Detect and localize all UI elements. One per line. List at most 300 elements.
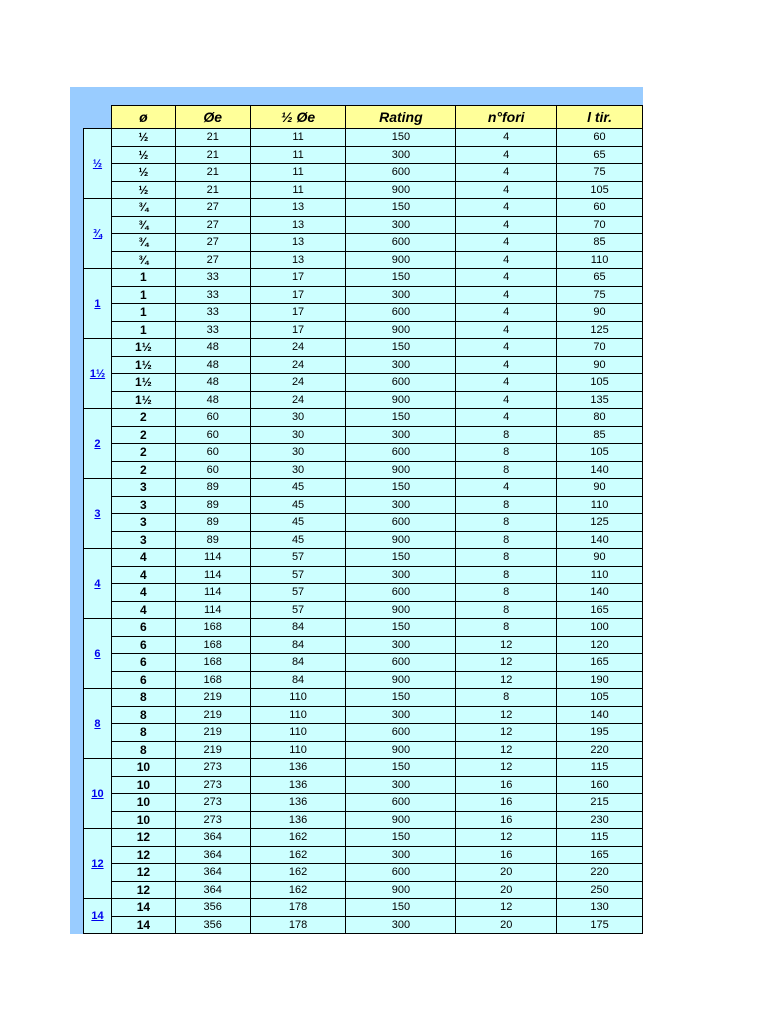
holes-cell: 8: [456, 601, 557, 619]
table-row: [84, 811, 643, 829]
table-row: [84, 321, 643, 339]
table-row: [84, 899, 643, 917]
outer-diameter-cell: 364: [175, 881, 250, 899]
holes-cell: 12: [456, 654, 557, 672]
rating-cell: 150: [346, 199, 456, 217]
length-cell: 125: [557, 321, 643, 339]
rating-cell: 150: [346, 479, 456, 497]
size-cell: 14: [111, 899, 175, 917]
table-row: [84, 566, 643, 584]
holes-cell: 16: [456, 811, 557, 829]
holes-cell: 4: [456, 146, 557, 164]
length-cell: 110: [557, 251, 643, 269]
half-diameter-cell: 136: [250, 759, 346, 777]
holes-cell: 12: [456, 759, 557, 777]
length-cell: 190: [557, 671, 643, 689]
size-cell: 10: [111, 776, 175, 794]
half-diameter-cell: 162: [250, 864, 346, 882]
outer-diameter-cell: 168: [175, 636, 250, 654]
table-row: [84, 286, 643, 304]
outer-diameter-cell: 364: [175, 829, 250, 847]
length-cell: 140: [557, 461, 643, 479]
size-cell: 10: [111, 794, 175, 812]
size-group-link[interactable]: 4: [84, 549, 112, 619]
table-row: [84, 881, 643, 899]
header-cell: Øe: [175, 106, 250, 129]
rating-cell: 300: [346, 846, 456, 864]
table-row: [84, 549, 643, 567]
outer-diameter-cell: 60: [175, 426, 250, 444]
half-diameter-cell: 45: [250, 479, 346, 497]
rating-cell: 300: [346, 776, 456, 794]
table-row: [84, 461, 643, 479]
table-row: [84, 444, 643, 462]
size-cell: 1½: [111, 339, 175, 357]
holes-cell: 4: [456, 304, 557, 322]
half-diameter-cell: 30: [250, 426, 346, 444]
outer-diameter-cell: 114: [175, 566, 250, 584]
outer-diameter-cell: 219: [175, 741, 250, 759]
size-cell: 1: [111, 269, 175, 287]
length-cell: 75: [557, 164, 643, 182]
rating-cell: 300: [346, 916, 456, 934]
rating-cell: 600: [346, 444, 456, 462]
table-row: [84, 829, 643, 847]
length-cell: 90: [557, 549, 643, 567]
size-cell: 4: [111, 566, 175, 584]
rating-cell: 150: [346, 899, 456, 917]
table-row: [84, 916, 643, 934]
half-diameter-cell: 162: [250, 829, 346, 847]
size-group-link[interactable]: ¾: [84, 199, 112, 269]
table-row: [84, 531, 643, 549]
length-cell: 165: [557, 601, 643, 619]
half-diameter-cell: 24: [250, 339, 346, 357]
size-cell: 1½: [111, 356, 175, 374]
holes-cell: 4: [456, 251, 557, 269]
half-diameter-cell: 13: [250, 234, 346, 252]
rating-cell: 600: [346, 234, 456, 252]
outer-diameter-cell: 33: [175, 269, 250, 287]
size-group-link[interactable]: 2: [84, 409, 112, 479]
spreadsheet-area: [70, 87, 643, 934]
size-cell: ½: [111, 146, 175, 164]
length-cell: 230: [557, 811, 643, 829]
rating-cell: 150: [346, 759, 456, 777]
holes-cell: 12: [456, 899, 557, 917]
holes-cell: 8: [456, 619, 557, 637]
holes-cell: 8: [456, 531, 557, 549]
length-cell: 90: [557, 304, 643, 322]
size-group-link[interactable]: 3: [84, 479, 112, 549]
rating-cell: 600: [346, 794, 456, 812]
outer-diameter-cell: 48: [175, 339, 250, 357]
size-cell: 3: [111, 514, 175, 532]
rating-cell: 150: [346, 339, 456, 357]
holes-cell: 20: [456, 916, 557, 934]
outer-diameter-cell: 114: [175, 549, 250, 567]
length-cell: 195: [557, 724, 643, 742]
outer-diameter-cell: 219: [175, 689, 250, 707]
holes-cell: 8: [456, 566, 557, 584]
table-row: [84, 496, 643, 514]
half-diameter-cell: 110: [250, 724, 346, 742]
table-row: [84, 339, 643, 357]
length-cell: 120: [557, 636, 643, 654]
size-cell: 8: [111, 689, 175, 707]
outer-diameter-cell: 89: [175, 514, 250, 532]
size-cell: ½: [111, 164, 175, 182]
outer-diameter-cell: 114: [175, 601, 250, 619]
table-row: [84, 409, 643, 427]
size-cell: 4: [111, 549, 175, 567]
size-group-link[interactable]: 1: [84, 269, 112, 339]
length-cell: 115: [557, 759, 643, 777]
outer-diameter-cell: 33: [175, 321, 250, 339]
length-cell: 125: [557, 514, 643, 532]
holes-cell: 4: [456, 129, 557, 147]
rating-cell: 900: [346, 531, 456, 549]
size-group-link[interactable]: 1½: [84, 339, 112, 409]
holes-cell: 8: [456, 514, 557, 532]
size-cell: 1: [111, 321, 175, 339]
length-cell: 105: [557, 374, 643, 392]
size-cell: 3: [111, 496, 175, 514]
holes-cell: 4: [456, 356, 557, 374]
length-cell: 135: [557, 391, 643, 409]
half-diameter-cell: 178: [250, 916, 346, 934]
length-cell: 105: [557, 181, 643, 199]
rating-cell: 900: [346, 181, 456, 199]
holes-cell: 4: [456, 409, 557, 427]
holes-cell: 8: [456, 444, 557, 462]
size-cell: 3: [111, 531, 175, 549]
rating-cell: 900: [346, 811, 456, 829]
length-cell: 85: [557, 426, 643, 444]
half-diameter-cell: 45: [250, 531, 346, 549]
size-cell: 1: [111, 304, 175, 322]
rating-cell: 150: [346, 689, 456, 707]
rating-cell: 600: [346, 864, 456, 882]
table-row: [84, 391, 643, 409]
table-row: [84, 269, 643, 287]
rating-cell: 150: [346, 619, 456, 637]
rating-cell: 300: [346, 356, 456, 374]
size-cell: 12: [111, 864, 175, 882]
table-body: [84, 129, 643, 934]
table-row: [84, 356, 643, 374]
outer-diameter-cell: 273: [175, 794, 250, 812]
table-row: [84, 846, 643, 864]
rating-cell: 600: [346, 514, 456, 532]
half-diameter-cell: 24: [250, 374, 346, 392]
half-diameter-cell: 13: [250, 216, 346, 234]
header-cell: ½ Øe: [250, 106, 346, 129]
table-row: [84, 706, 643, 724]
table-row: [84, 426, 643, 444]
half-diameter-cell: 17: [250, 304, 346, 322]
half-diameter-cell: 110: [250, 689, 346, 707]
outer-diameter-cell: 48: [175, 356, 250, 374]
half-diameter-cell: 13: [250, 199, 346, 217]
holes-cell: 8: [456, 461, 557, 479]
rating-cell: 900: [346, 881, 456, 899]
holes-cell: 20: [456, 864, 557, 882]
holes-cell: 4: [456, 234, 557, 252]
outer-diameter-cell: 21: [175, 129, 250, 147]
table-row: [84, 759, 643, 777]
rating-cell: 300: [346, 216, 456, 234]
outer-diameter-cell: 33: [175, 286, 250, 304]
size-cell: ¾: [111, 199, 175, 217]
outer-diameter-cell: 219: [175, 706, 250, 724]
half-diameter-cell: 57: [250, 566, 346, 584]
holes-cell: 4: [456, 339, 557, 357]
holes-cell: 12: [456, 706, 557, 724]
holes-cell: 8: [456, 584, 557, 602]
outer-diameter-cell: 273: [175, 759, 250, 777]
rating-cell: 900: [346, 671, 456, 689]
half-diameter-cell: 136: [250, 794, 346, 812]
rating-cell: 300: [346, 496, 456, 514]
length-cell: 65: [557, 269, 643, 287]
size-group-link[interactable]: 6: [84, 619, 112, 689]
holes-cell: 16: [456, 846, 557, 864]
size-cell: 1½: [111, 391, 175, 409]
table-row: [84, 251, 643, 269]
outer-diameter-cell: 27: [175, 234, 250, 252]
holes-cell: 4: [456, 269, 557, 287]
table-row: [84, 181, 643, 199]
header-cell: l tir.: [557, 106, 643, 129]
size-cell: 4: [111, 584, 175, 602]
size-cell: 8: [111, 724, 175, 742]
rating-cell: 600: [346, 164, 456, 182]
outer-diameter-cell: 33: [175, 304, 250, 322]
half-diameter-cell: 162: [250, 846, 346, 864]
table-header: [84, 106, 643, 129]
table-row: [84, 619, 643, 637]
table-row: [84, 601, 643, 619]
rating-cell: 900: [346, 601, 456, 619]
table-row: [84, 129, 643, 147]
rating-cell: 600: [346, 584, 456, 602]
table-row: [84, 199, 643, 217]
half-diameter-cell: 57: [250, 584, 346, 602]
holes-cell: 12: [456, 724, 557, 742]
size-group-link[interactable]: 12: [84, 829, 112, 899]
length-cell: 130: [557, 899, 643, 917]
table-row: [84, 776, 643, 794]
outer-diameter-cell: 21: [175, 181, 250, 199]
outer-diameter-cell: 27: [175, 216, 250, 234]
rating-cell: 900: [346, 251, 456, 269]
size-cell: 8: [111, 706, 175, 724]
length-cell: 220: [557, 864, 643, 882]
length-cell: 80: [557, 409, 643, 427]
header-corner: [84, 106, 112, 129]
half-diameter-cell: 17: [250, 286, 346, 304]
half-diameter-cell: 30: [250, 444, 346, 462]
holes-cell: 12: [456, 636, 557, 654]
table-row: [84, 724, 643, 742]
length-cell: 85: [557, 234, 643, 252]
half-diameter-cell: 17: [250, 269, 346, 287]
table-row: [84, 216, 643, 234]
rating-cell: 300: [346, 146, 456, 164]
header-cell: n°fori: [456, 106, 557, 129]
length-cell: 140: [557, 584, 643, 602]
length-cell: 60: [557, 199, 643, 217]
table-row: [84, 794, 643, 812]
table-row: [84, 636, 643, 654]
flange-table: [83, 105, 643, 934]
size-cell: 2: [111, 426, 175, 444]
table-row: [84, 146, 643, 164]
size-cell: 6: [111, 654, 175, 672]
length-cell: 220: [557, 741, 643, 759]
outer-diameter-cell: 48: [175, 391, 250, 409]
size-group-link[interactable]: ½: [84, 129, 112, 199]
table-row: [84, 654, 643, 672]
half-diameter-cell: 136: [250, 811, 346, 829]
table-row: [84, 514, 643, 532]
holes-cell: 4: [456, 181, 557, 199]
half-diameter-cell: 30: [250, 409, 346, 427]
size-cell: ¾: [111, 216, 175, 234]
length-cell: 175: [557, 916, 643, 934]
length-cell: 110: [557, 496, 643, 514]
half-diameter-cell: 11: [250, 129, 346, 147]
holes-cell: 12: [456, 741, 557, 759]
half-diameter-cell: 57: [250, 549, 346, 567]
size-cell: 8: [111, 741, 175, 759]
rating-cell: 150: [346, 829, 456, 847]
outer-diameter-cell: 364: [175, 846, 250, 864]
length-cell: 75: [557, 286, 643, 304]
half-diameter-cell: 110: [250, 741, 346, 759]
half-diameter-cell: 45: [250, 514, 346, 532]
header-row: [84, 106, 643, 129]
outer-diameter-cell: 168: [175, 671, 250, 689]
holes-cell: 8: [456, 496, 557, 514]
half-diameter-cell: 110: [250, 706, 346, 724]
rating-cell: 900: [346, 461, 456, 479]
rating-cell: 900: [346, 391, 456, 409]
table-row: [84, 304, 643, 322]
size-cell: 1: [111, 286, 175, 304]
holes-cell: 4: [456, 321, 557, 339]
outer-diameter-cell: 364: [175, 864, 250, 882]
half-diameter-cell: 30: [250, 461, 346, 479]
outer-diameter-cell: 219: [175, 724, 250, 742]
table-row: [84, 164, 643, 182]
outer-diameter-cell: 60: [175, 444, 250, 462]
outer-diameter-cell: 21: [175, 146, 250, 164]
rating-cell: 300: [346, 286, 456, 304]
rating-cell: 150: [346, 129, 456, 147]
size-cell: 2: [111, 461, 175, 479]
holes-cell: 4: [456, 216, 557, 234]
table-row: [84, 689, 643, 707]
outer-diameter-cell: 27: [175, 251, 250, 269]
half-diameter-cell: 24: [250, 356, 346, 374]
rating-cell: 900: [346, 321, 456, 339]
half-diameter-cell: 84: [250, 671, 346, 689]
header-cell: Rating: [346, 106, 456, 129]
size-group-link[interactable]: 14: [84, 899, 112, 934]
size-cell: 14: [111, 916, 175, 934]
table-row: [84, 584, 643, 602]
length-cell: 160: [557, 776, 643, 794]
length-cell: 100: [557, 619, 643, 637]
length-cell: 90: [557, 356, 643, 374]
outer-diameter-cell: 168: [175, 619, 250, 637]
half-diameter-cell: 24: [250, 391, 346, 409]
length-cell: 250: [557, 881, 643, 899]
outer-diameter-cell: 273: [175, 811, 250, 829]
length-cell: 110: [557, 566, 643, 584]
holes-cell: 20: [456, 881, 557, 899]
length-cell: 105: [557, 689, 643, 707]
length-cell: 105: [557, 444, 643, 462]
holes-cell: 8: [456, 426, 557, 444]
outer-diameter-cell: 60: [175, 461, 250, 479]
outer-diameter-cell: 89: [175, 479, 250, 497]
outer-diameter-cell: 356: [175, 916, 250, 934]
size-cell: ¾: [111, 251, 175, 269]
half-diameter-cell: 136: [250, 776, 346, 794]
length-cell: 70: [557, 216, 643, 234]
rating-cell: 600: [346, 724, 456, 742]
size-group-link[interactable]: 10: [84, 759, 112, 829]
holes-cell: 4: [456, 391, 557, 409]
holes-cell: 16: [456, 794, 557, 812]
outer-diameter-cell: 48: [175, 374, 250, 392]
size-group-link[interactable]: 8: [84, 689, 112, 759]
length-cell: 215: [557, 794, 643, 812]
half-diameter-cell: 11: [250, 181, 346, 199]
table-row: [84, 374, 643, 392]
size-cell: 6: [111, 671, 175, 689]
rating-cell: 600: [346, 654, 456, 672]
length-cell: 140: [557, 706, 643, 724]
size-cell: 2: [111, 444, 175, 462]
size-cell: 12: [111, 846, 175, 864]
half-diameter-cell: 11: [250, 146, 346, 164]
length-cell: 165: [557, 654, 643, 672]
size-cell: 1½: [111, 374, 175, 392]
length-cell: 70: [557, 339, 643, 357]
outer-diameter-cell: 27: [175, 199, 250, 217]
holes-cell: 16: [456, 776, 557, 794]
header-cell: ø: [111, 106, 175, 129]
holes-cell: 4: [456, 286, 557, 304]
half-diameter-cell: 13: [250, 251, 346, 269]
sheet-top-band: [70, 87, 643, 105]
outer-diameter-cell: 273: [175, 776, 250, 794]
table-row: [84, 864, 643, 882]
holes-cell: 4: [456, 374, 557, 392]
holes-cell: 8: [456, 549, 557, 567]
rating-cell: 600: [346, 374, 456, 392]
outer-diameter-cell: 89: [175, 531, 250, 549]
length-cell: 90: [557, 479, 643, 497]
outer-diameter-cell: 168: [175, 654, 250, 672]
size-cell: 3: [111, 479, 175, 497]
table-row: [84, 671, 643, 689]
length-cell: 165: [557, 846, 643, 864]
